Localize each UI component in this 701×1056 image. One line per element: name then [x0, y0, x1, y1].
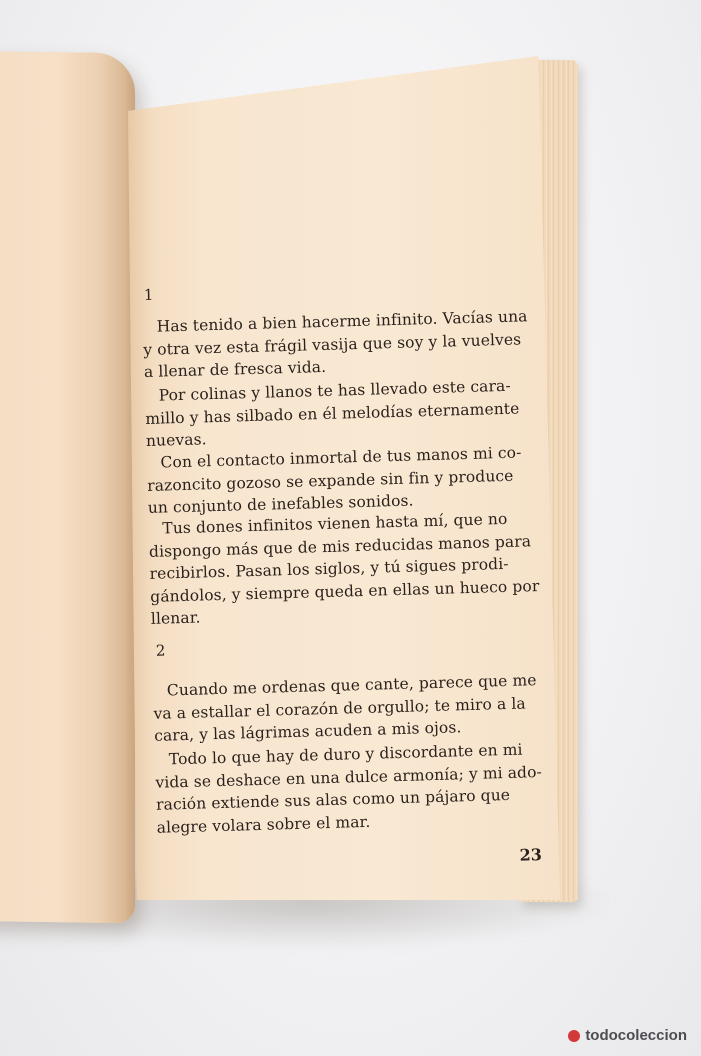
- text-line: y otra vez esta frágil vasija que soy y la vuelves: [143, 329, 522, 359]
- text-line: nuevas.: [145, 430, 207, 450]
- text-line: vida se deshace en una dulce armonía; y mi ado-: [155, 762, 543, 792]
- text-line: Cuando me ordenas que cante, parece que me: [166, 671, 537, 700]
- text-line: Con el contacto inmortal de tus manos mi co-: [160, 443, 522, 472]
- text-line: cara, y las lágrimas acuden a mis ojos.: [153, 718, 462, 745]
- text-line: Tus dones infinitos vienen hasta mí, que no: [162, 509, 508, 538]
- text-line: a llenar de fresca vida.: [143, 357, 327, 381]
- paragraph: [142, 306, 528, 384]
- text-line: millo y has silbado en él melodías eternamente: [145, 399, 520, 428]
- text-line: un conjunto de inefables sonidos.: [147, 491, 414, 517]
- text-line: Todo lo que hay de duro y discordante en mi: [168, 740, 523, 769]
- text-line: Has tenido a bien hacerme infinito. Vacías una: [156, 307, 528, 336]
- paragraph: [153, 670, 537, 748]
- text-line: ración extiende sus alas como un pájaro que: [155, 785, 511, 814]
- paragraph: [155, 738, 543, 838]
- section-number: 2: [155, 641, 166, 660]
- paragraph: [144, 375, 520, 453]
- text-line: dispongo más que de mis reducidas manos para: [148, 531, 532, 561]
- watermark-text: todocoleccion: [585, 1027, 687, 1044]
- left-page: [0, 51, 135, 923]
- text-line: recibirlos. Pasan los siglos, y tú sigues prodi-: [149, 554, 509, 583]
- watermark: [568, 1027, 687, 1044]
- text-line: gándolos, y siempre queda en ellas un hueco por: [150, 576, 540, 606]
- paragraph: [148, 508, 540, 631]
- text-line: razoncito gozoso se expande sin fin y produce: [146, 466, 514, 495]
- text-line: llenar.: [150, 608, 201, 628]
- page-number: 23: [519, 845, 543, 865]
- page-text: [134, 0, 543, 900]
- text-line: Por colinas y llanos te has llevado este cara-: [158, 376, 511, 405]
- text-line: alegre volara sobre el mar.: [156, 812, 371, 837]
- paragraph: [146, 442, 522, 520]
- section-number: 1: [143, 285, 154, 304]
- text-line: va a estallar el corazón de orgullo; te miro a la: [153, 693, 526, 723]
- red-circle-logo-icon: [568, 1030, 580, 1042]
